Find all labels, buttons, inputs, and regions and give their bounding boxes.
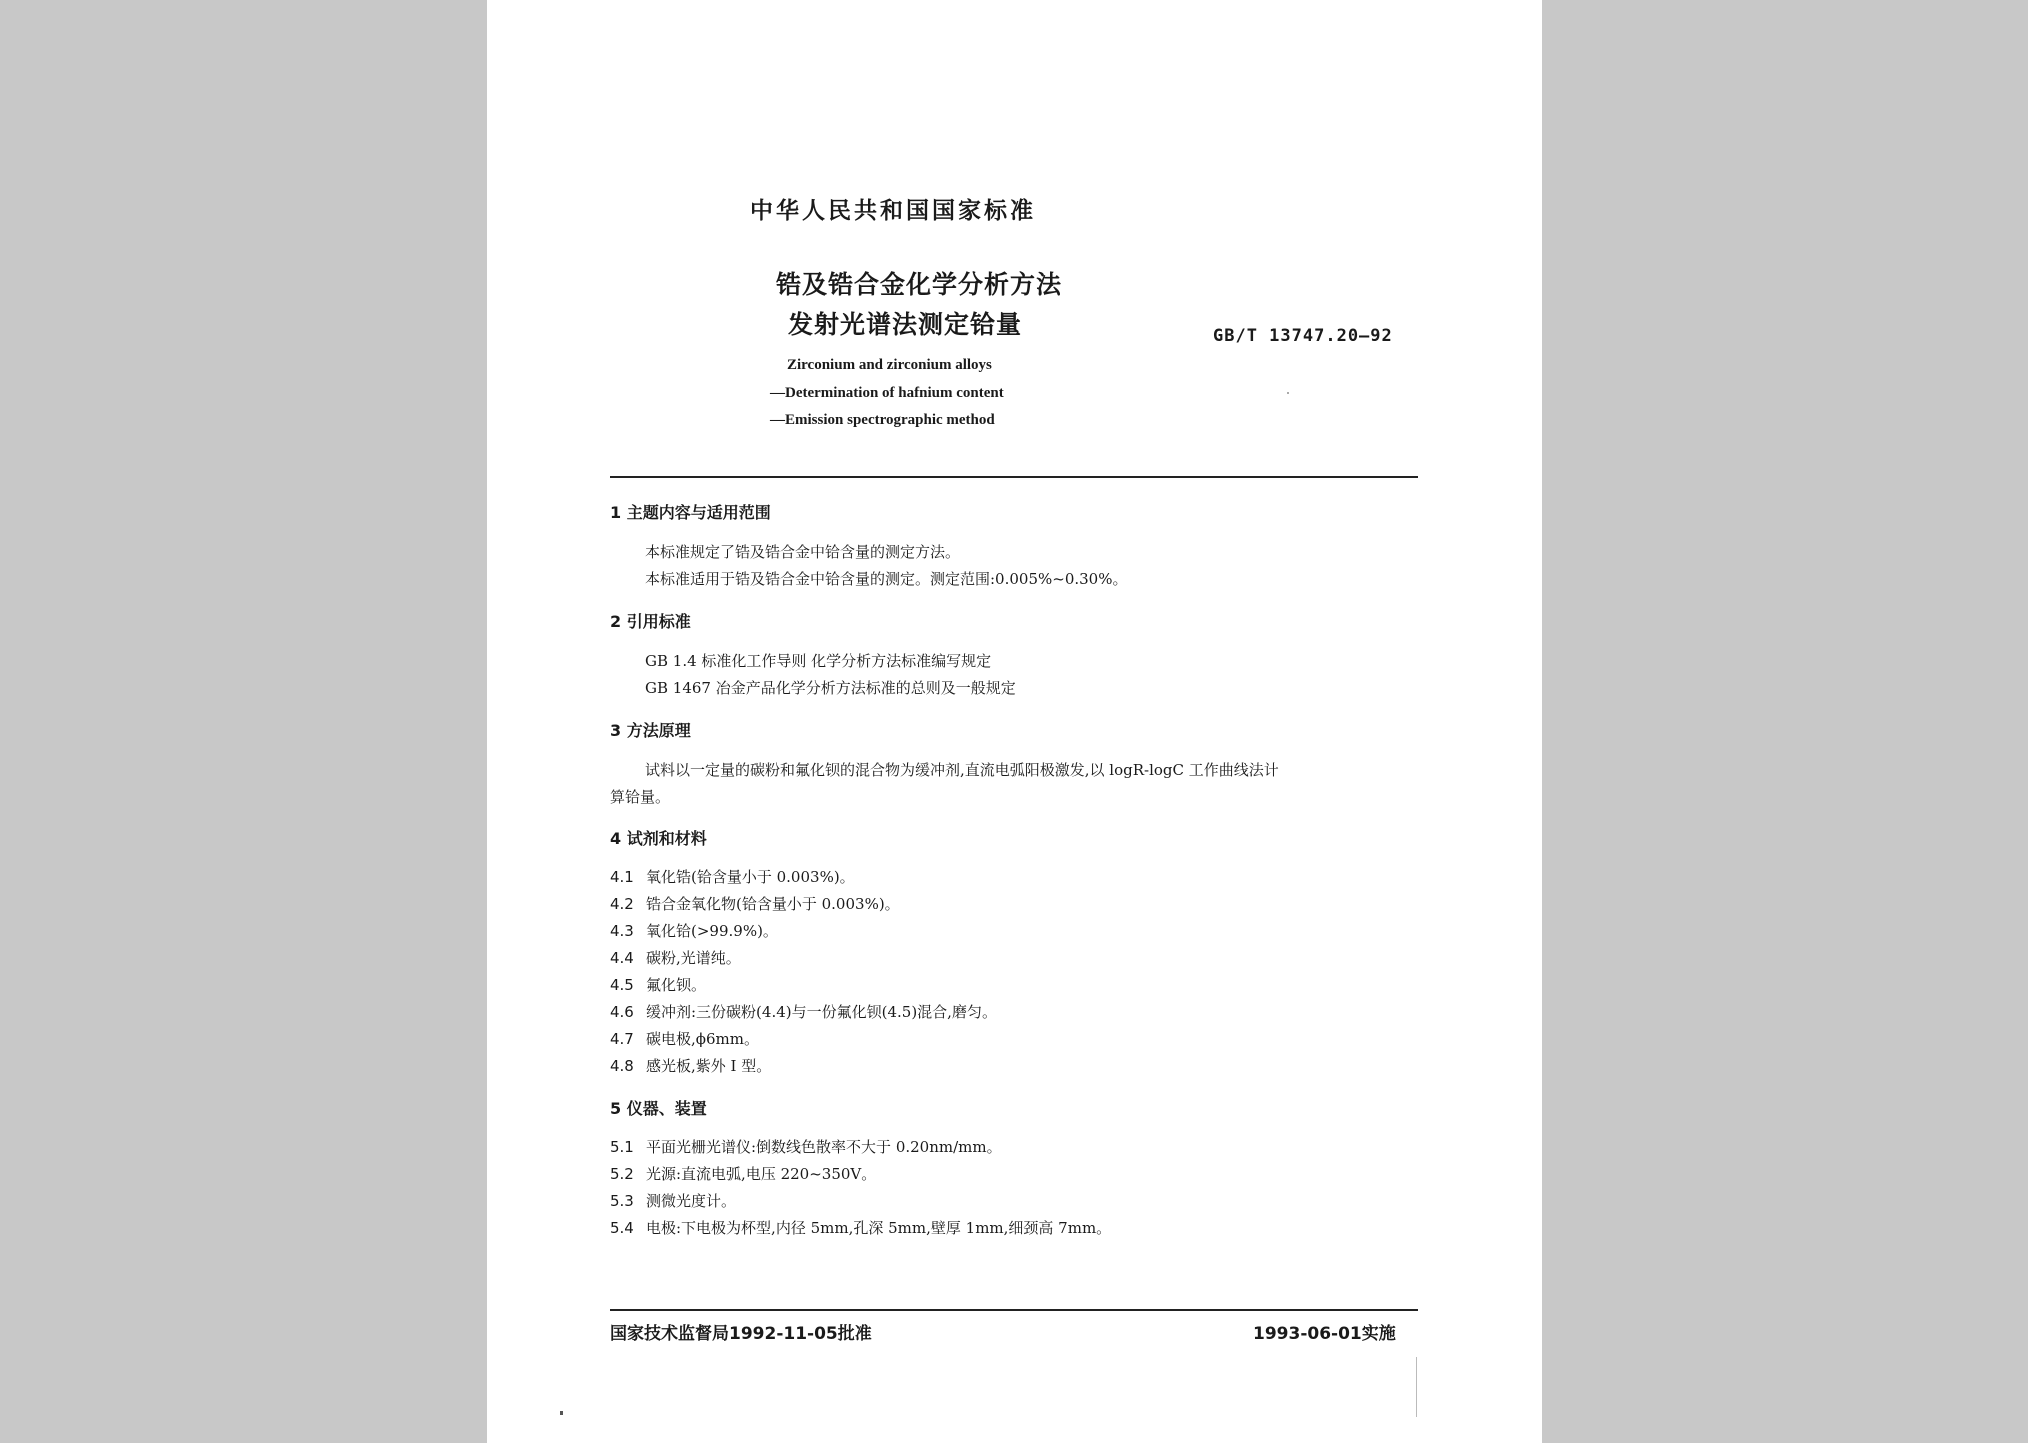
item-number: 4.8 [610,1057,634,1075]
section-1-paragraph-1: 本标准规定了锆及锆合金中铪含量的测定方法。 [645,543,961,561]
scan-artifact [1416,1357,1417,1417]
scan-artifact [1287,392,1289,394]
item-number: 4.2 [610,895,634,913]
item-number: 4.5 [610,976,634,994]
list-item [610,1163,876,1184]
section-1-heading: 1 主题内容与适用范围 [610,503,771,522]
section-5-heading: 5 仪器、装置 [610,1099,707,1118]
item-number: 4.1 [610,868,634,886]
section-2-heading: 2 引用标准 [610,612,691,631]
item-number: 5.1 [610,1138,634,1156]
list-item [610,920,778,941]
item-text: 锆合金氧化物(铪含量小于 0.003%)。 [646,895,900,913]
list-item [610,1055,771,1076]
list-item [610,1001,997,1022]
item-number: 4.6 [610,1003,634,1021]
item-number: 5.2 [610,1165,634,1183]
title-line-1: 锆及锆合金化学分析方法 [776,270,1063,299]
item-text: 光源:直流电弧,电压 220~350V。 [646,1165,877,1183]
implementation-date: 1993-06-01实施 [1253,1324,1396,1344]
list-item [610,1136,1002,1157]
section-3-paragraph-line-1: 试料以一定量的碳粉和氟化钡的混合物为缓冲剂,直流电弧阳极激发,以 logR-logC 工作曲线法计 [645,761,1279,779]
title-line-2: 发射光谱法测定铪量 [788,310,1023,339]
approval-date: 国家技术监督局1992-11-05批准 [610,1324,872,1344]
list-item [610,1028,759,1049]
item-number: 4.7 [610,1030,634,1048]
item-text: 氧化铪(>99.9%)。 [646,922,778,940]
english-title-line-1: Zirconium and zirconium alloys [787,357,992,373]
item-number: 5.4 [610,1219,634,1237]
list-item [610,866,855,887]
scan-artifact [560,1411,563,1415]
list-item [610,1190,736,1211]
list-item [610,1217,1111,1238]
section-1-paragraph-2: 本标准适用于锆及锆合金中铪含量的测定。测定范围:0.005%~0.30%。 [645,570,1128,588]
item-number: 4.3 [610,922,634,940]
item-text: 测微光度计。 [646,1192,737,1210]
item-text: 氧化锆(铪含量小于 0.003%)。 [646,868,855,886]
item-text: 缓冲剂:三份碳粉(4.4)与一份氟化钡(4.5)混合,磨匀。 [646,1003,997,1021]
section-3-heading: 3 方法原理 [610,721,691,740]
item-text: 感光板,紫外 I 型。 [646,1057,772,1075]
section-4-heading: 4 试剂和材料 [610,829,707,848]
top-rule [610,476,1418,478]
item-text: 电极:下电极为杯型,内径 5mm,孔深 5mm,壁厚 1mm,细颈高 7mm。 [646,1219,1112,1237]
list-item [610,947,741,968]
document-page [487,0,1542,1443]
item-text: 氟化钡。 [646,976,707,994]
item-text: 平面光栅光谱仪:倒数线色散率不大于 0.20nm/mm。 [646,1138,1002,1156]
standard-number: GB/T 13747.20—92 [1213,326,1393,346]
list-item [610,974,706,995]
english-title-line-3: —Emission spectrographic method [770,412,995,428]
list-item [610,893,900,914]
item-text: 碳粉,光谱纯。 [646,949,741,967]
reference-gb-1-4: GB 1.4 标准化工作导则 化学分析方法标准编写规定 [645,652,992,670]
standard-header: 中华人民共和国国家标准 [750,198,1036,224]
bottom-rule [610,1309,1418,1311]
item-text: 碳电极,ϕ6mm。 [646,1030,759,1048]
item-number: 5.3 [610,1192,634,1210]
english-title-line-2: —Determination of hafnium content [770,385,1004,401]
item-number: 4.4 [610,949,634,967]
section-3-paragraph-line-2: 算铪量。 [610,788,671,806]
reference-gb-1467: GB 1467 冶金产品化学分析方法标准的总则及一般规定 [645,679,1016,697]
